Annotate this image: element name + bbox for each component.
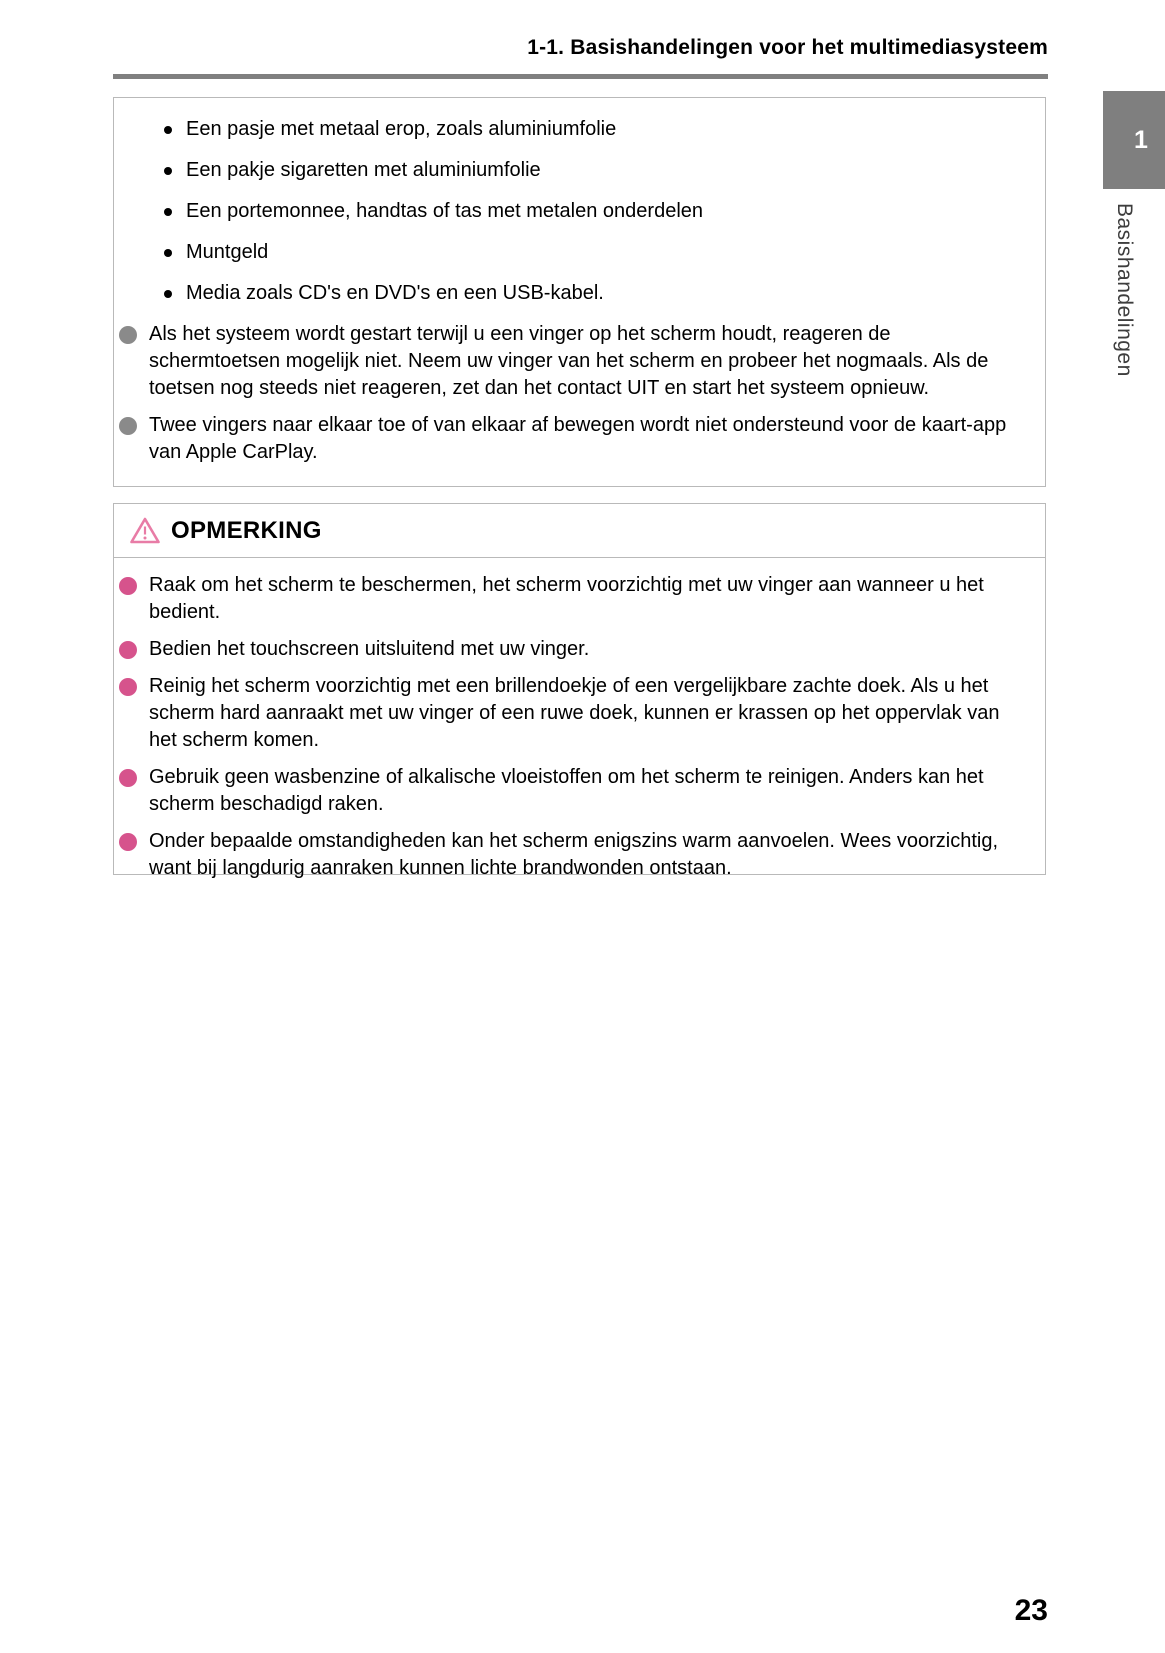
list-item-text: Onder bepaalde omstandigheden kan het scherm enigszins warm aanvoelen. Wees voorzichtig, want bij langdurig aanraken kunnen lichte brandwonden ontstaan. xyxy=(149,830,999,879)
chapter-tab xyxy=(1103,91,1165,189)
circle-bullet-icon xyxy=(119,678,137,696)
dot-bullet-icon xyxy=(164,167,172,175)
list-item xyxy=(119,673,1027,754)
page-number: 23 xyxy=(1014,1594,1048,1627)
list-item-text: Twee vingers naar elkaar toe of van elkaar af bewegen wordt niet ondersteund voor de kaart-app van Apple CarPlay. xyxy=(149,414,1007,463)
circle-bullet-icon xyxy=(119,326,137,344)
note-content xyxy=(114,558,1045,902)
warning-triangle-icon xyxy=(129,516,161,545)
list-item-text: Bedien het touchscreen uitsluitend met uw vinger. xyxy=(149,638,590,660)
circle-bullet-icon xyxy=(119,577,137,595)
list-item-text: Gebruik geen wasbenzine of alkalische vloeistoffen om het scherm te reinigen. Anders kan het scherm beschadigd raken. xyxy=(149,766,984,815)
note-box xyxy=(113,503,1046,879)
note-header xyxy=(114,504,1045,558)
list-item-text: Media zoals CD's en DVD's en een USB-kabel. xyxy=(186,282,604,304)
list-item xyxy=(119,572,1027,626)
list-item xyxy=(119,412,1027,466)
list-item xyxy=(119,828,1027,882)
dot-bullet-icon xyxy=(164,290,172,298)
list-item-text: Als het systeem wordt gestart terwijl u een vinger op het scherm houdt, reageren de schermtoetsen mogelijk niet. Neem uw vinger van het scherm en probeer het nogmaals. Als de toetsen nog steeds niet reageren, zet dan het contact UIT en start het systeem opnieuw. xyxy=(149,323,989,399)
list-item xyxy=(164,157,1027,184)
list-item xyxy=(164,116,1027,143)
chapter-number: 1 xyxy=(1134,125,1148,154)
note-title: OPMERKING xyxy=(171,516,322,544)
circle-bullet-icon xyxy=(119,833,137,851)
list-item xyxy=(119,321,1027,402)
chapter-label: Basishandelingen xyxy=(1113,203,1136,377)
list-item-text: Een pasje met metaal erop, zoals aluminiumfolie xyxy=(186,118,617,140)
circle-bullet-icon xyxy=(119,769,137,787)
list-item-text: Een portemonnee, handtas of tas met metalen onderdelen xyxy=(186,200,704,222)
list-item-text: Raak om het scherm te beschermen, het scherm voorzichtig met uw vinger aan wanneer u het bedient. xyxy=(149,574,984,623)
info-box xyxy=(113,97,1046,487)
list-item xyxy=(119,764,1027,818)
dot-bullet-icon xyxy=(164,208,172,216)
list-item-text: Muntgeld xyxy=(186,241,269,263)
dot-bullet-icon xyxy=(164,126,172,134)
list-item xyxy=(164,280,1027,307)
list-item-text: Reinig het scherm voorzichtig met een brillendoekje of een vergelijkbare zachte doek. Als u het scherm hard aanraakt met uw vinger of een ruwe doek, kunnen er krassen op het oppervlak van het scherm komen. xyxy=(149,675,1000,751)
page-title: 1-1. Basishandelingen voor het multimediasysteem xyxy=(527,36,1048,59)
dot-bullet-icon xyxy=(164,249,172,257)
list-item xyxy=(164,239,1027,266)
circle-bullet-icon xyxy=(119,417,137,435)
list-item-text: Een pakje sigaretten met aluminiumfolie xyxy=(186,159,541,181)
list-item xyxy=(119,636,1027,663)
circle-bullet-icon xyxy=(119,641,137,659)
list-item xyxy=(164,198,1027,225)
header-divider xyxy=(113,74,1048,79)
